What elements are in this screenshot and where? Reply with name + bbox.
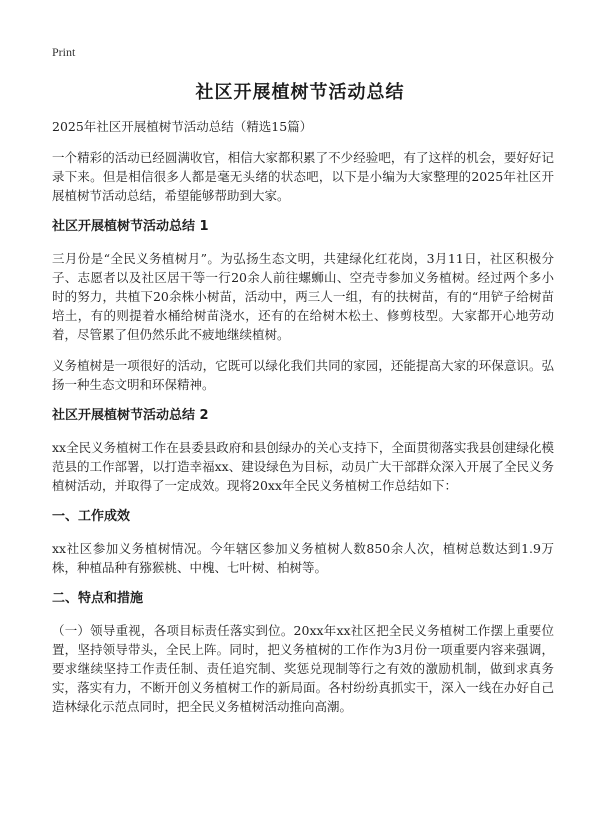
print-label: Print bbox=[52, 45, 76, 59]
features-measures-heading: 二、特点和措施 bbox=[52, 591, 144, 606]
intro-paragraph: 一个精彩的活动已经圆满收官，相信大家都积累了不少经验吧，有了这样的机会，要好好记录下来。但是相信很多人都是毫无头绪的状态吧，以下是小编为大家整理的2025年社区开展植树节活动总结，希望能够帮助到大家。 bbox=[52, 150, 554, 203]
page-title: 社区开展植树节活动总结 bbox=[195, 82, 405, 103]
work-results-paragraph: xx社区参加义务植树情况。今年辖区参加义务植树人数850余人次，植树总数达到1.9万株，种植品种有猕猴桃、中槐、七叶树、柏树等。 bbox=[52, 541, 554, 575]
document-body bbox=[52, 117, 554, 728]
section-2-paragraph-1: xx全民义务植树工作在县委县政府和县创绿办的关心支持下，全面贯彻落实我县创建绿化模范县的工作部署，以打造幸福xx、建设绿色为目标，动员广大干部群众深入开展了全民义务植树活动，并取得了一定成效。现将20xx年全民义务植树工作总结如下： bbox=[52, 440, 554, 493]
section-1-heading: 社区开展植树节活动总结 1 bbox=[52, 219, 209, 234]
section-2-heading: 社区开展植树节活动总结 2 bbox=[52, 408, 209, 423]
section-1-paragraph-2: 义务植树是一项很好的活动，它既可以绿化我们共同的家园，还能提高大家的环保意识。弘扬一种生态文明和环保精神。 bbox=[52, 358, 554, 392]
document-subtitle: 2025年社区开展植树节活动总结（精选15篇） bbox=[52, 119, 313, 134]
work-results-heading: 一、工作成效 bbox=[52, 509, 131, 524]
section-1-paragraph-1: 三月份是“全民义务植树月”。为弘扬生态文明，共建绿化红花岗，3月11日，社区积极分子、志愿者以及社区居干等一行20余人前往螺蛳山、空壳寺参加义务植树。经过两个多小时的努力，共植下20余株小树苗，活动中，两三人一组，有的扶树苗，有的“用铲子给树苗培土，有的则提着水桶给树苗浇水，还有的在给树木松土、修剪枝型。大家都开心地劳动着，尽管累了但仍然乐此不疲地继续植树。 bbox=[52, 251, 554, 342]
features-measures-paragraph: （一）领导重视，各项目标责任落实到位。20xx年xx社区把全民义务植树工作摆上重要位置，坚持领导带头，全民上阵。同时，把义务植树的工作作为3月份一项重要内容来强调，要求继续坚持工作责任制、责任追究制、奖惩兑现制等行之有效的激励机制，做到求真务实，落实有力，不断开创义务植树工作的新局面。各村纷纷真抓实干，深入一线在办好自己造林绿化示范点同时，把全民义务植树活动推向高潮。 bbox=[52, 623, 554, 714]
